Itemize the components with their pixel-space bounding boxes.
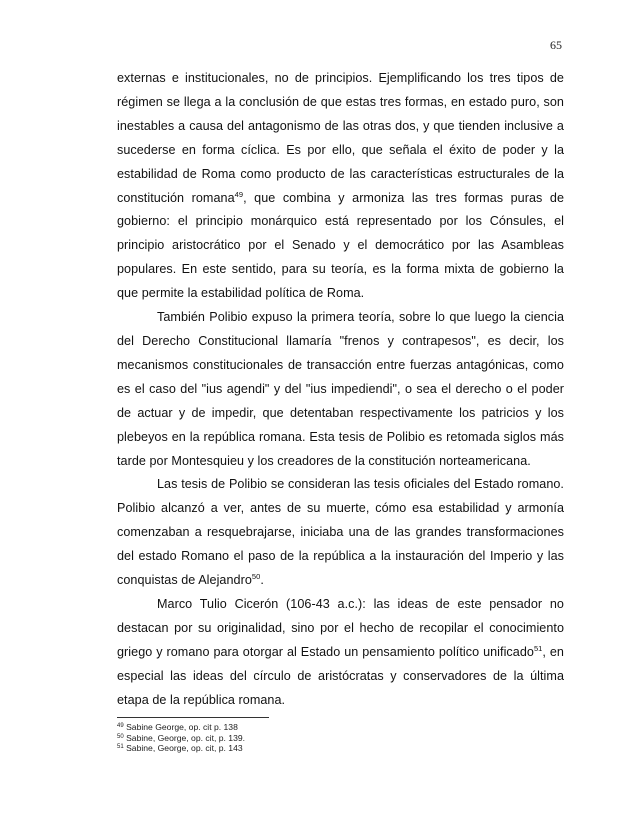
- paragraph: [117, 67, 564, 306]
- footnote-text: Sabine George, op. cit p. 138: [123, 722, 238, 732]
- paragraph-text: , en especial las ideas del círculo de aristócratas y conservadores de la última etapa de la república romana.: [117, 644, 564, 707]
- paragraph: [117, 593, 564, 713]
- body-text: [117, 67, 564, 712]
- footnote: [117, 743, 564, 754]
- footnote-mark: 49: [117, 723, 124, 729]
- footnote-reference[interactable]: 49: [234, 189, 244, 199]
- paragraph-text: Marco Tulio Cicerón (106-43 a.c.): las ideas de este pensador no destacan por su originalidad, sino por el hecho de recopilar el conocimiento griego y romano para otorgar al Estado un pensamiento político unificado: [117, 596, 564, 659]
- footnote-separator: [117, 717, 269, 718]
- footnote-text: Sabine, George, op. cit, p. 139.: [123, 732, 246, 743]
- paragraph: [117, 306, 564, 473]
- page-number: 65: [550, 38, 562, 52]
- footnotes: [117, 722, 564, 754]
- footnote-reference[interactable]: 50: [251, 572, 261, 582]
- footnote-text: Sabine, George, op. cit, p. 143: [123, 743, 243, 754]
- paragraph-text: externas e institucionales, no de principios. Ejemplificando los tres tipos de régimen se llega a la conclusión de que estas tres formas, en estado puro, son inestables a causa del antagonismo de las otras dos, y que tienden inclusive a sucederse en forma cíclica. Es por ello, que señala el éxito de poder y la estabilidad de Roma como producto de las características estructurales de la constitución romana: [117, 71, 564, 205]
- footnote-mark: 50: [117, 733, 124, 740]
- paragraph-text: .: [260, 573, 264, 588]
- footnote: [117, 722, 564, 733]
- paragraph-text: Las tesis de Polibio se consideran las tesis oficiales del Estado romano. Polibio alcanzó a ver, antes de su muerte, cómo esa estabilidad y armonía comenzaban a resquebrajarse, iniciaba una de las grandes transformaciones del estado Romano el paso de la república a la instauración del Imperio y las conquistas de Alejandro: [117, 477, 564, 588]
- paragraph-text: , que combina y armoniza las tres formas puras de gobierno: el principio monárquico está representado por los Cónsules, el principio aristocrático por el Senado y el democrático por las Asambleas populares. En este sentido, para su teoría, es la forma mixta de gobierno la que permite la estabilidad política de Roma.: [117, 190, 564, 301]
- footnote: [117, 733, 564, 744]
- paragraph: [117, 473, 564, 593]
- paragraph-text: También Polibio expuso la primera teoría, sobre lo que luego la ciencia del Derecho Constitucional llamaría "frenos y contrapesos", es decir, los mecanismos constitucionales de transacción entre fuerzas antagónicas, como es el caso del "ius agendi" y del "ius impediendi", o sea el derecho o el poder de actuar y de impedir, que detentaban respectivamente los patricios y los plebeyos en la república romana. Esta tesis de Polibio es retomada siglos más tarde por Montesquieu y los creadores de la constitución norteamericana.: [117, 310, 564, 468]
- footnote-reference[interactable]: 51: [533, 643, 543, 653]
- footnote-mark: 51: [117, 744, 124, 751]
